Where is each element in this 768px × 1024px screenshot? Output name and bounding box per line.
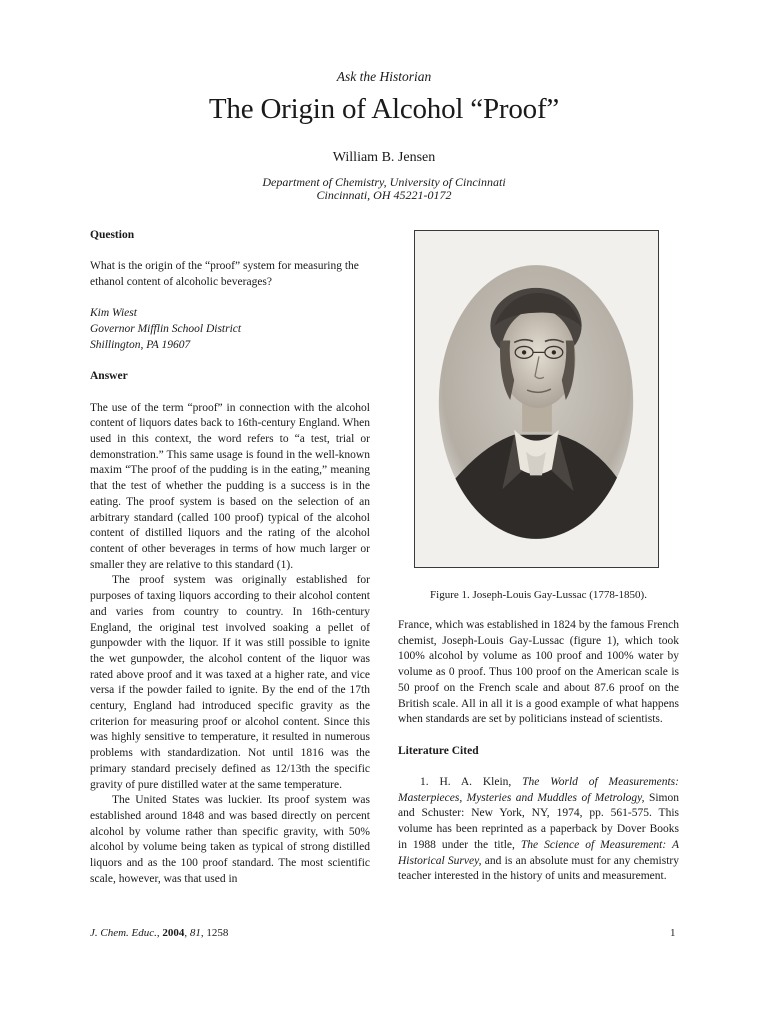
reference-1 [398,775,679,885]
question-heading: Question [90,229,135,241]
asker-location: Shillington, PA 19607 [90,338,191,351]
asker-name: Kim Wiest [90,307,137,320]
page-number: 1 [670,927,676,939]
reference-1-publisher: Simon and Schuster: New York, NY, 1974, pp. 561-575. This volume has been reprinted as a paperback by Dover Books in 1988 under the title, [398,791,679,851]
journal-page: 1258 [206,927,229,939]
reference-1-title: The World of Measurements: Masterpieces, Mysteries and Muddles of Metrology, [398,776,679,804]
series-kicker: Ask the Historian [336,69,432,84]
reference-1-prefix: 1. H. A. Klein, [420,776,523,788]
figure-caption: Figure 1. Joseph-Louis Gay-Lussac (1778-1850). [430,589,647,601]
answer-paragraph-2: The proof system was originally established for purposes of taxing liquors according to their alcohol content and varies from country to country. In 16th-century England, the original test involved soaking a pellet of gunpowder with the liquor. If it was still possible to ignite the wet gunpowder, the alcohol content of the liquor was rated above proof and it was taxed at a higher rate, and vice versa if the powder failed to ignite. By the end of the 17th century, England had introduced specific gravity as the criterion for measuring proof or alcohol content. Since this was highly sensitive to temperature, it resulted in numerous problems with standardization. Not until 1816 was the primary standard precisely defined as 12/13th the specific gravity of pure distilled water at the same temperature. [90,574,370,791]
journal-volume: 81 [189,927,201,939]
reference-1-note: and is an absolute must for any chemistry teacher interested in the history of units and measurement. [398,854,679,883]
reference-1-reprint-title: The Science of Measurement: A Historical Survey, [398,838,679,867]
affiliation-department: Department of Chemistry, University of Cincinnati [262,175,506,189]
left-column [90,228,370,887]
portrait-figure [414,230,659,568]
article-title: The Origin of Alcohol “Proof” [208,93,560,125]
asker-school: Governor Mifflin School District [90,323,242,336]
answer-continuation: France, which was established in 1824 by the famous French chemist, Joseph-Louis Gay-Lussac (figure 1), which took 100% alcohol by volume as 100 proof and 100% water by volume as 0 proof. Thus 100 proof on the American scale is 50 proof on the French scale and about 87.6 proof on the British scale. All in all it is a good example of what happens when standards are set by politicians instead of scientists. [398,619,679,726]
journal-year: 2004 [162,927,185,939]
affiliation-address: Cincinnati, OH 45221-0172 [316,187,452,202]
right-column [398,618,679,885]
answer-heading: Answer [90,370,128,383]
question-text: What is the origin of the “proof” system for measuring the ethanol content of alcoholic beverages? [90,260,359,289]
journal-name: J. Chem. Educ. [90,927,157,939]
author-name: William B. Jensen [332,150,436,165]
literature-heading: Literature Cited [398,744,479,757]
journal-citation: J. Chem. Educ., 2004, 81, 1258 [90,927,229,939]
answer-paragraph-3: The United States was luckier. Its proof system was established around 1848 and was based directly on percent alcohol by volume rather than specific gravity, with 50% alcohol by volume being taken as typical of strong distilled liquors and as the 100 proof standard. The most scientific scale, however, was that used in [90,794,370,885]
answer-paragraph-1: The use of the term “proof” in connection with the alcohol content of liquors dates back to 16th-century England. When used in this context, the word refers to “a test, trial or demonstration.” This same usage is found in the well-known maxim “The proof of the pudding is in the eating,” meaning that the test of whether the pudding is a success is in the eating. The proof system is based on the selection of an arbitrary standard (called 100 proof) typical of the alcohol content of distilled liquors and the rating of the alcohol content of other beverages in terms of how much larger or smaller they are relative to this standard (1). [90,401,370,571]
author-affiliation [0,176,768,201]
gay-lussac-portrait [415,231,658,567]
